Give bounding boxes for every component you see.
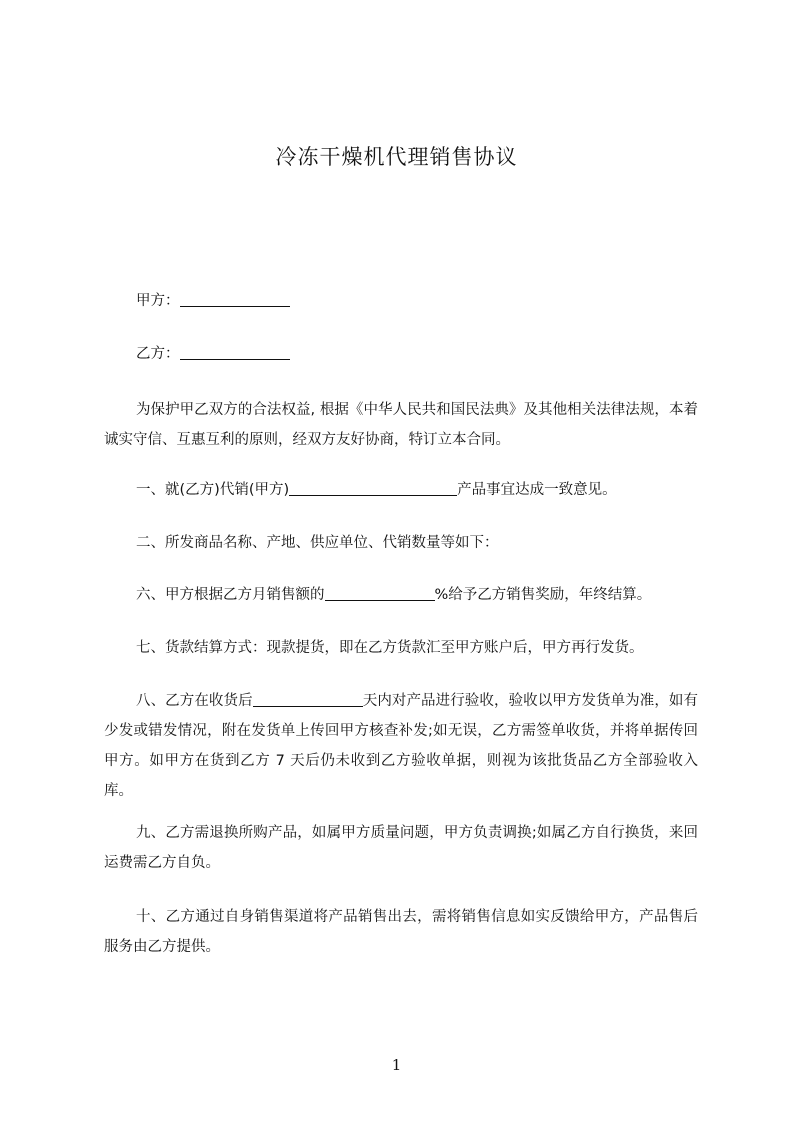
clause-1-blank [289,481,457,496]
clause-6-blank [325,586,435,601]
clause-1-text-after: 产品事宜达成一致意见。 [457,482,617,498]
clause-1 [104,475,726,505]
clause-7: 七、货款结算方式：现款提货，即在乙方货款汇至甲方账户后，甲方再行发货。 [136,640,644,656]
intro-paragraph: 为保护甲乙双方的合法权益, 根据《中华人民共和国民法典》及其他相关法律法规，本着诚实守信、互惠互利的原则，经双方友好协商，特订立本合同。 [104,402,698,448]
clause-8-blank [253,692,363,707]
clause-8-text-after: 天内对产品进行验收，验收以甲方发货单为准，如有少发或错发情况，附在发货单上传回甲方核查补发;如无误，乙方需签单收货，并将单据传回甲方。如甲方在货到乙方 7 天后仍未收到乙方验收单据，则视为该批货品乙方全部验收入库。 [104,693,699,799]
page-number: 1 [391,1056,402,1074]
party-a-label: 甲方： [136,293,180,309]
clause-6-text-before: 六、甲方根据乙方月销售额的 [136,587,325,603]
document-title: 冷冻干燥机代理销售协议 [275,145,518,169]
party-b-label: 乙方： [136,346,180,362]
clause-9: 九、乙方需退换所购产品，如属甲方质量问题，甲方负责调换;如属乙方自行换货，来回运费需乙方自负。 [104,825,698,871]
party-b-line [104,339,726,369]
clause-10: 十、乙方通过自身销售渠道将产品销售出去，需将销售信息如实反馈给甲方，产品售后服务由乙方提供。 [104,909,698,955]
clause-6-text-after: %给予乙方销售奖励，年终结算。 [434,587,652,603]
clause-6 [104,580,726,610]
party-b-blank [180,345,290,360]
clause-2: 二、所发商品名称、产地、供应单位、代销数量等如下： [136,535,499,551]
party-a-blank [180,292,290,307]
clause-8-text-before: 八、乙方在收货后 [136,693,253,709]
party-a-line [104,286,726,316]
clause-8 [104,686,698,806]
clause-1-text-before: 一、就(乙方)代销(甲方) [136,482,290,498]
